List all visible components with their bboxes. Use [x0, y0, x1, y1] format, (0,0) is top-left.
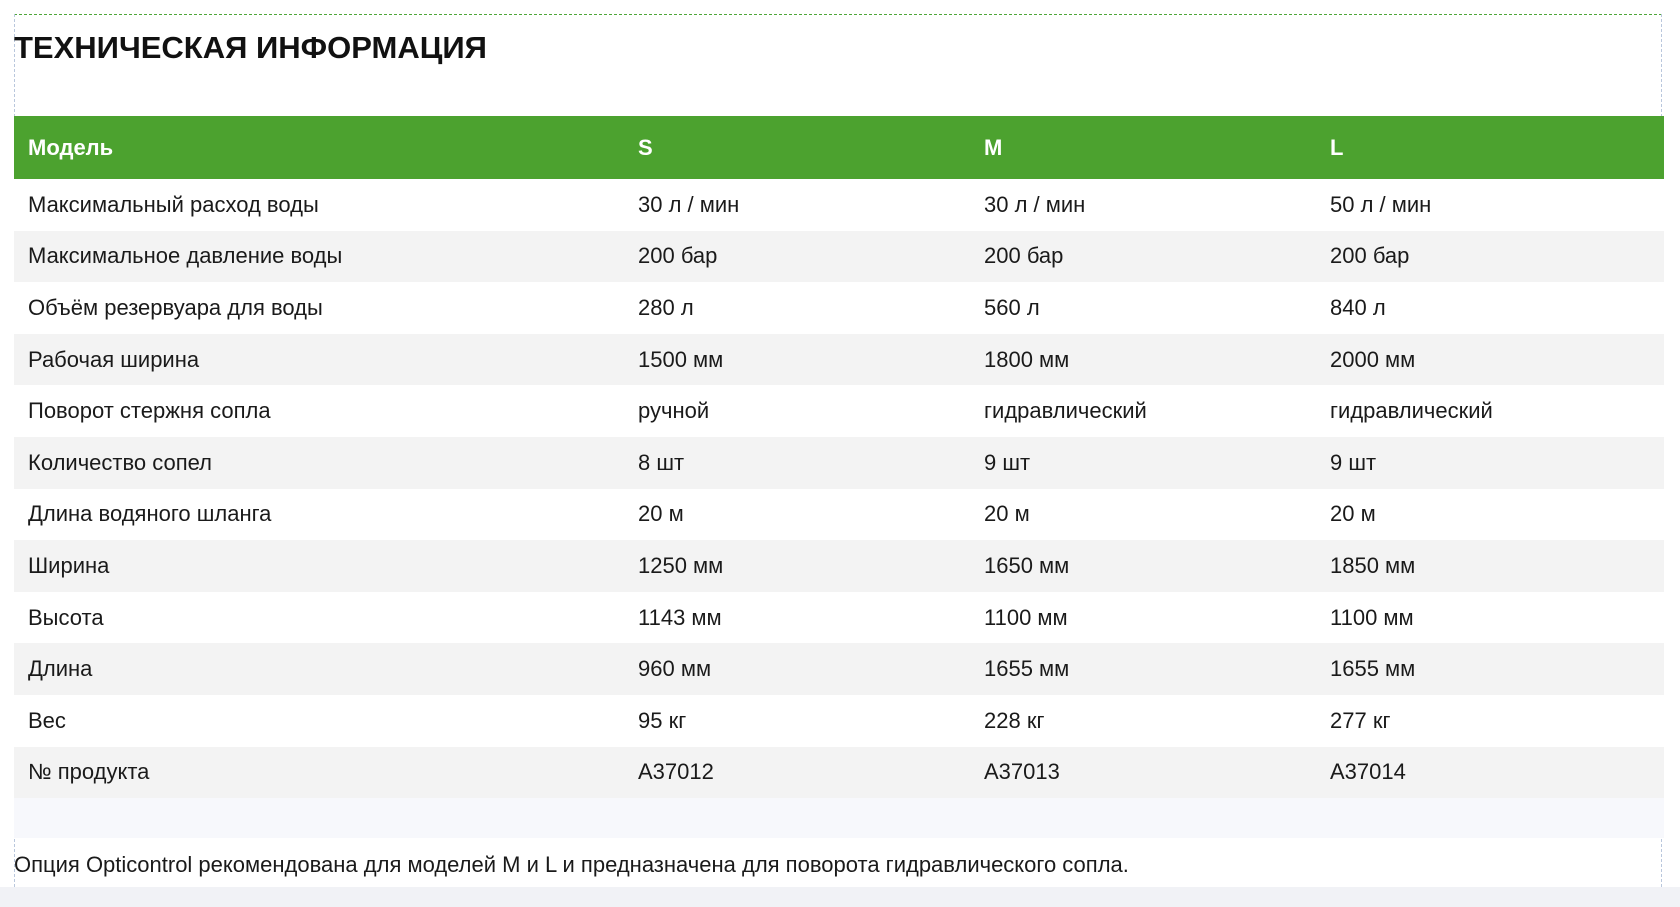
table-row — [14, 540, 1664, 592]
table-row — [14, 489, 1664, 541]
model-l-cell: 277 кг — [1330, 707, 1391, 733]
model-m-cell: гидравлический — [984, 398, 1147, 424]
model-s-cell: 1500 мм — [638, 346, 724, 372]
param-cell: Объём резервуара для воды — [28, 294, 323, 320]
model-l-cell: 200 бар — [1330, 243, 1410, 269]
model-l-cell: 1100 мм — [1330, 604, 1414, 630]
header-cell-model: Модель — [28, 134, 114, 160]
param-cell: Максимальный расход воды — [28, 191, 319, 217]
model-s-cell: 1250 мм — [638, 552, 724, 578]
model-m-cell: 30 л / мин — [984, 191, 1086, 217]
table-row — [14, 385, 1664, 437]
param-cell: Рабочая ширина — [28, 346, 200, 372]
table-bottom-spacer — [14, 798, 1664, 838]
footnote: Опция Opticontrol рекомендована для моделей M и L и предназначена для поворота гидравлического сопла. — [14, 852, 1129, 877]
model-l-cell: 50 л / мин — [1330, 191, 1432, 217]
param-cell: Поворот стержня сопла — [28, 398, 271, 424]
model-m-cell: 200 бар — [984, 243, 1064, 269]
param-cell: Количество сопел — [28, 449, 212, 475]
param-cell: Длина водяного шланга — [28, 501, 272, 527]
header-cell-m: M — [984, 134, 1003, 160]
header-cell-l: L — [1330, 134, 1344, 160]
model-l-cell: 9 шт — [1330, 449, 1377, 475]
param-cell: Длина — [28, 656, 93, 682]
model-l-cell: 840 л — [1330, 294, 1386, 320]
table-row — [14, 695, 1664, 747]
section-title: ТЕХНИЧЕСКАЯ ИНФОРМАЦИЯ — [14, 30, 487, 65]
model-s-cell: 1143 мм — [638, 604, 722, 630]
header-cell-s: S — [638, 134, 653, 160]
model-l-cell: A37014 — [1330, 759, 1406, 785]
model-s-cell: 280 л — [638, 294, 694, 320]
param-cell: Высота — [28, 604, 104, 630]
table-row — [14, 747, 1664, 799]
table-row — [14, 592, 1664, 644]
model-s-cell: A37012 — [638, 759, 714, 785]
table-header-row — [14, 116, 1664, 179]
model-l-cell: гидравлический — [1330, 398, 1493, 424]
table-row — [14, 282, 1664, 334]
model-s-cell: 20 м — [638, 501, 684, 527]
model-s-cell: 95 кг — [638, 707, 687, 733]
model-m-cell: 1655 мм — [984, 656, 1070, 682]
model-m-cell: 560 л — [984, 294, 1040, 320]
param-cell: Максимальное давление воды — [28, 243, 343, 269]
model-m-cell: 9 шт — [984, 449, 1031, 475]
model-l-cell: 1850 мм — [1330, 552, 1416, 578]
table-row — [14, 437, 1664, 489]
model-l-cell: 2000 мм — [1330, 346, 1416, 372]
model-m-cell: A37013 — [984, 759, 1060, 785]
model-s-cell: 960 мм — [638, 656, 712, 682]
bottom-band — [0, 887, 1680, 907]
table-row — [14, 643, 1664, 695]
model-l-cell: 1655 мм — [1330, 656, 1416, 682]
model-l-cell: 20 м — [1330, 501, 1376, 527]
model-m-cell: 228 кг — [984, 707, 1045, 733]
model-m-cell: 1650 мм — [984, 552, 1070, 578]
model-s-cell: 8 шт — [638, 449, 685, 475]
table-row — [14, 334, 1664, 386]
model-s-cell: 30 л / мин — [638, 191, 740, 217]
model-m-cell: 1100 мм — [984, 604, 1068, 630]
model-s-cell: 200 бар — [638, 243, 718, 269]
spec-table — [14, 116, 1664, 798]
param-cell: Вес — [28, 707, 66, 733]
model-m-cell: 1800 мм — [984, 346, 1070, 372]
table-body — [14, 179, 1664, 798]
table-row — [14, 179, 1664, 231]
model-m-cell: 20 м — [984, 501, 1030, 527]
param-cell: Ширина — [28, 552, 110, 578]
table-row — [14, 231, 1664, 283]
model-s-cell: ручной — [638, 398, 710, 424]
param-cell: № продукта — [28, 759, 150, 785]
